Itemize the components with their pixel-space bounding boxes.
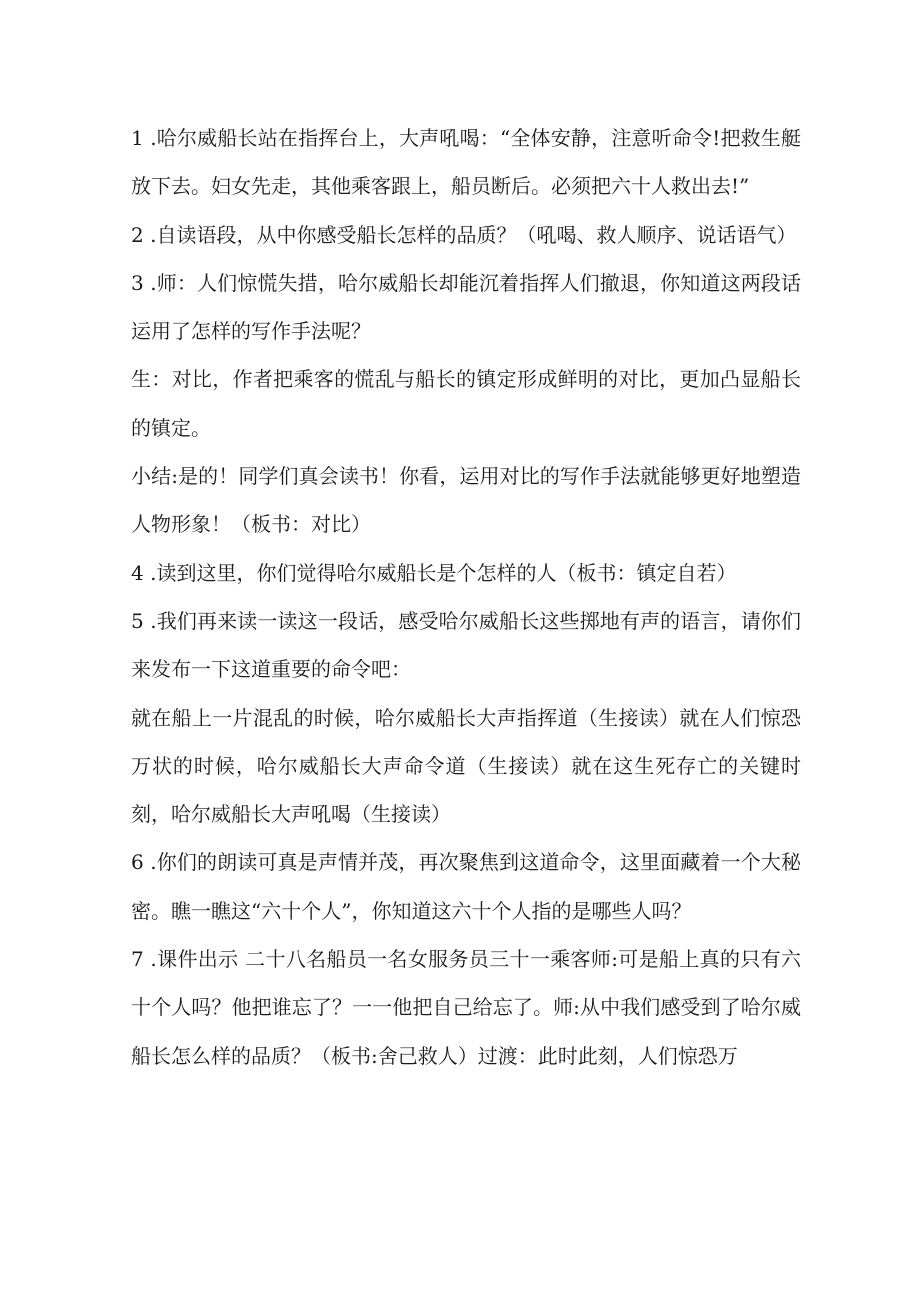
paragraph-3: 3 .师：人们惊慌失措，哈尔威船长却能沉着指挥人们撤退，你知道这两段话运用了怎样的写作手法呢？ xyxy=(131,270,801,344)
paragraph-5: 小结:是的！同学们真会读书！你看，运用对比的写作手法就能够更好地塑造人物形象！（板书：对比） xyxy=(131,464,801,537)
paragraph-6: 4 .读到这里，你们觉得哈尔威船长是个怎样的人（板书：镇定自若） xyxy=(131,560,737,585)
paragraph-10: 7 .课件出示 二十八名船员一名女服务员三十一乘客师:可是船上真的只有六十个人吗？他把谁忘了？一一他把自己给忘了。师:从中我们感受到了哈尔威船长怎么样的品质？（板书:舍己救人）过渡：此时此刻，人们惊恐万 xyxy=(131,947,801,1068)
paragraph-1: 1 .哈尔威船长站在指挥台上，大声吼喝：“全体安静，注意听命令!把救生艇放下去。妇女先走，其他乘客跟上，船员断后。必须把六十人救出去!” xyxy=(131,126,801,199)
paragraph-2: 2 .自读语段，从中你感受船长怎样的品质？（吼喝、救人顺序、说话语气） xyxy=(131,222,797,247)
paragraph-8: 就在船上一片混乱的时候，哈尔威船长大声指挥道（生接读）就在人们惊恐万状的时候，哈尔威船长大声命令道（生接读）就在这生死存亡的关键时刻，哈尔威船长大声吼喝（生接读） xyxy=(131,705,801,827)
paragraph-9: 6 .你们的朗读可真是声情并茂，再次聚焦到这道命令，这里面藏着一个大秘密。瞧一瞧这“六十个人”，你知道这六十个人指的是哪些人吗？ xyxy=(131,850,801,923)
paragraph-7: 5 .我们再来读一读这一段话，感受哈尔威船长这些掷地有声的语言，请你们来发布一下这道重要的命令吧： xyxy=(131,608,801,682)
paragraph-4: 生：对比，作者把乘客的慌乱与船长的镇定形成鲜明的对比，更加凸显船长的镇定。 xyxy=(131,367,801,440)
document-body xyxy=(131,114,801,1080)
